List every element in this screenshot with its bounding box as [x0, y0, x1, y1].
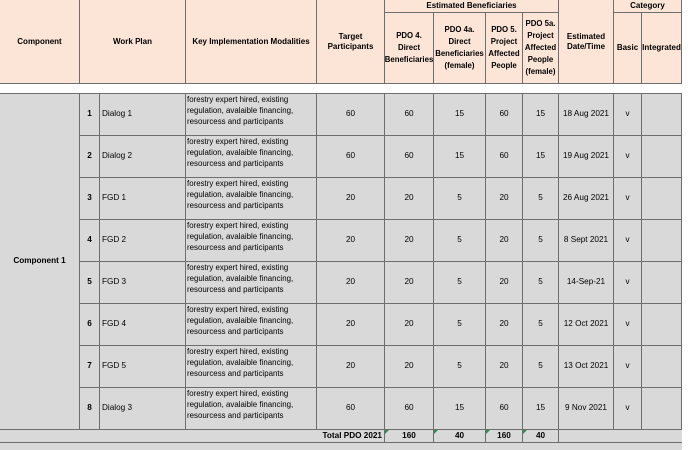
row-number-cell[interactable]: 8 — [80, 388, 100, 430]
pdo4a-cell[interactable]: 15 — [434, 94, 486, 136]
pdo4-cell[interactable]: 60 — [385, 136, 434, 178]
pdo4a-cell[interactable]: 5 — [434, 262, 486, 304]
basic-cell[interactable]: v — [614, 262, 642, 304]
pdo4-cell[interactable]: 60 — [385, 388, 434, 430]
total-pdo4a-cell[interactable] — [434, 430, 486, 443]
pdo5a-cell[interactable]: 5 — [523, 346, 559, 388]
bottom-strip — [0, 443, 682, 450]
header-category[interactable]: Category — [614, 0, 682, 13]
pdo4-cell[interactable]: 20 — [385, 304, 434, 346]
target-cell[interactable]: 20 — [317, 262, 385, 304]
total-pdo5-value: 160 — [497, 430, 511, 440]
integrated-cell[interactable] — [642, 94, 682, 136]
date-cell[interactable]: 14-Sep-21 — [559, 262, 614, 304]
modalities-cell[interactable]: forestry expert hired, existing regulation, avalaible financing, resourcess and participants — [186, 220, 317, 262]
basic-cell[interactable]: v — [614, 136, 642, 178]
total-pdo5a-value: 40 — [535, 430, 546, 440]
total-pdo4-value: 160 — [402, 430, 416, 440]
row-number-cell[interactable]: 4 — [80, 220, 100, 262]
work-plan-cell[interactable]: FGD 3 — [100, 262, 186, 304]
date-cell[interactable]: 26 Aug 2021 — [559, 178, 614, 220]
target-cell[interactable]: 60 — [317, 388, 385, 430]
total-label-cell[interactable]: Total PDO 2021 — [0, 430, 385, 443]
row-number-cell[interactable]: 6 — [80, 304, 100, 346]
pdo4a-cell[interactable]: 5 — [434, 346, 486, 388]
row-number-cell[interactable]: 5 — [80, 262, 100, 304]
pdo4-cell[interactable]: 20 — [385, 346, 434, 388]
pdo4a-cell[interactable]: 15 — [434, 136, 486, 178]
header-estimated-beneficiaries[interactable]: Estimated Beneficiaries — [385, 0, 559, 13]
modalities-cell[interactable]: forestry expert hired, existing regulation, avalaible financing, resourcess and participants — [186, 178, 317, 220]
component-name-cell[interactable]: Component 1 — [0, 94, 80, 430]
pdo4a-cell[interactable]: 15 — [434, 388, 486, 430]
header-work-plan[interactable]: Work Plan — [80, 0, 186, 84]
pdo4a-cell[interactable]: 5 — [434, 220, 486, 262]
error-flag-icon — [385, 430, 389, 434]
pdo5-cell[interactable]: 20 — [486, 262, 523, 304]
row-number-cell[interactable]: 1 — [80, 94, 100, 136]
work-plan-cell[interactable]: FGD 4 — [100, 304, 186, 346]
work-plan-cell[interactable]: FGD 5 — [100, 346, 186, 388]
pdo5-cell[interactable]: 20 — [486, 346, 523, 388]
date-cell[interactable]: 13 Oct 2021 — [559, 346, 614, 388]
integrated-cell[interactable] — [642, 262, 682, 304]
total-pdo5-cell[interactable] — [486, 430, 523, 443]
pdo4-cell[interactable]: 60 — [385, 94, 434, 136]
header-modalities[interactable]: Key Implementation Modalities — [186, 0, 317, 84]
integrated-cell[interactable] — [642, 136, 682, 178]
error-flag-icon — [486, 430, 490, 434]
modalities-cell[interactable]: forestry expert hired, existing regulation, avalaible financing, resourcess and participants — [186, 304, 317, 346]
work-plan-cell[interactable]: FGD 2 — [100, 220, 186, 262]
basic-cell[interactable]: v — [614, 178, 642, 220]
target-cell[interactable]: 20 — [317, 346, 385, 388]
integrated-cell[interactable] — [642, 388, 682, 430]
pdo5a-cell[interactable]: 5 — [523, 220, 559, 262]
basic-cell[interactable]: v — [614, 220, 642, 262]
header-pdo4[interactable]: PDO 4. Direct Beneficiaries — [385, 13, 434, 84]
date-cell[interactable]: 12 Oct 2021 — [559, 304, 614, 346]
basic-cell[interactable]: v — [614, 346, 642, 388]
target-cell[interactable]: 20 — [317, 178, 385, 220]
pdo4-cell[interactable]: 20 — [385, 178, 434, 220]
total-pdo5a-cell[interactable] — [523, 430, 559, 443]
header-basic[interactable]: Basic — [614, 13, 642, 84]
work-plan-cell[interactable]: FGD 1 — [100, 178, 186, 220]
basic-cell[interactable]: v — [614, 304, 642, 346]
header-pdo4a[interactable]: PDO 4a. Direct Beneficiaries (female) — [434, 13, 486, 84]
basic-cell[interactable]: v — [614, 94, 642, 136]
integrated-cell[interactable] — [642, 178, 682, 220]
target-cell[interactable]: 20 — [317, 304, 385, 346]
pdo5-cell[interactable]: 20 — [486, 220, 523, 262]
pdo4-cell[interactable]: 20 — [385, 262, 434, 304]
date-cell[interactable]: 8 Sept 2021 — [559, 220, 614, 262]
work-plan-cell[interactable]: Dialog 3 — [100, 388, 186, 430]
row-number-cell[interactable]: 7 — [80, 346, 100, 388]
pdo5a-cell[interactable]: 15 — [523, 136, 559, 178]
work-plan-cell[interactable]: Dialog 1 — [100, 94, 186, 136]
pdo5-cell[interactable]: 60 — [486, 136, 523, 178]
pdo5-cell[interactable]: 20 — [486, 178, 523, 220]
modalities-cell[interactable]: forestry expert hired, existing regulation, avalaible financing, resourcess and participants — [186, 346, 317, 388]
pdo5a-cell[interactable]: 5 — [523, 262, 559, 304]
total-pdo4-cell[interactable] — [385, 430, 434, 443]
target-cell[interactable]: 20 — [317, 220, 385, 262]
pdo5a-cell[interactable]: 15 — [523, 94, 559, 136]
total-empty-cell[interactable] — [559, 430, 682, 443]
date-cell[interactable]: 9 Nov 2021 — [559, 388, 614, 430]
header-integrated[interactable]: Integrated — [642, 13, 682, 84]
modalities-cell[interactable]: forestry expert hired, existing regulation, avalaible financing, resourcess and participants — [186, 94, 317, 136]
date-cell[interactable]: 18 Aug 2021 — [559, 94, 614, 136]
date-cell[interactable]: 19 Aug 2021 — [559, 136, 614, 178]
pdo5a-cell[interactable]: 15 — [523, 388, 559, 430]
pdo5a-cell[interactable]: 5 — [523, 178, 559, 220]
target-cell[interactable]: 60 — [317, 136, 385, 178]
modalities-cell[interactable]: forestry expert hired, existing regulation, avalaible financing, resourcess and participants — [186, 136, 317, 178]
spacer-row — [0, 84, 682, 94]
row-number-cell[interactable]: 3 — [80, 178, 100, 220]
header-target-participants[interactable]: Target Participants — [317, 0, 385, 84]
integrated-cell[interactable] — [642, 346, 682, 388]
error-flag-icon — [434, 430, 438, 434]
integrated-cell[interactable] — [642, 304, 682, 346]
pdo4-cell[interactable]: 20 — [385, 220, 434, 262]
modalities-cell[interactable]: forestry expert hired, existing regulation, avalaible financing, resourcess and participants — [186, 388, 317, 430]
header-pdo5a[interactable]: PDO 5a. Project Affected People (female) — [523, 13, 559, 84]
row-number-cell[interactable]: 2 — [80, 136, 100, 178]
header-component[interactable]: Component — [0, 0, 80, 84]
header-estimated-date[interactable]: Estimated Date/Time — [559, 0, 614, 84]
pdo4a-cell[interactable]: 5 — [434, 178, 486, 220]
integrated-cell[interactable] — [642, 220, 682, 262]
target-cell[interactable]: 60 — [317, 94, 385, 136]
modalities-cell[interactable]: forestry expert hired, existing regulation, avalaible financing, resourcess and participants — [186, 262, 317, 304]
pdo5-cell[interactable]: 20 — [486, 304, 523, 346]
work-plan-cell[interactable]: Dialog 2 — [100, 136, 186, 178]
basic-cell[interactable]: v — [614, 388, 642, 430]
pdo5-cell[interactable]: 60 — [486, 94, 523, 136]
total-pdo4a-value: 40 — [454, 430, 465, 440]
pdo5a-cell[interactable]: 5 — [523, 304, 559, 346]
header-pdo5[interactable]: PDO 5. Project Affected People — [486, 13, 523, 84]
pdo4a-cell[interactable]: 5 — [434, 304, 486, 346]
pdo5-cell[interactable]: 60 — [486, 388, 523, 430]
error-flag-icon — [523, 430, 527, 434]
